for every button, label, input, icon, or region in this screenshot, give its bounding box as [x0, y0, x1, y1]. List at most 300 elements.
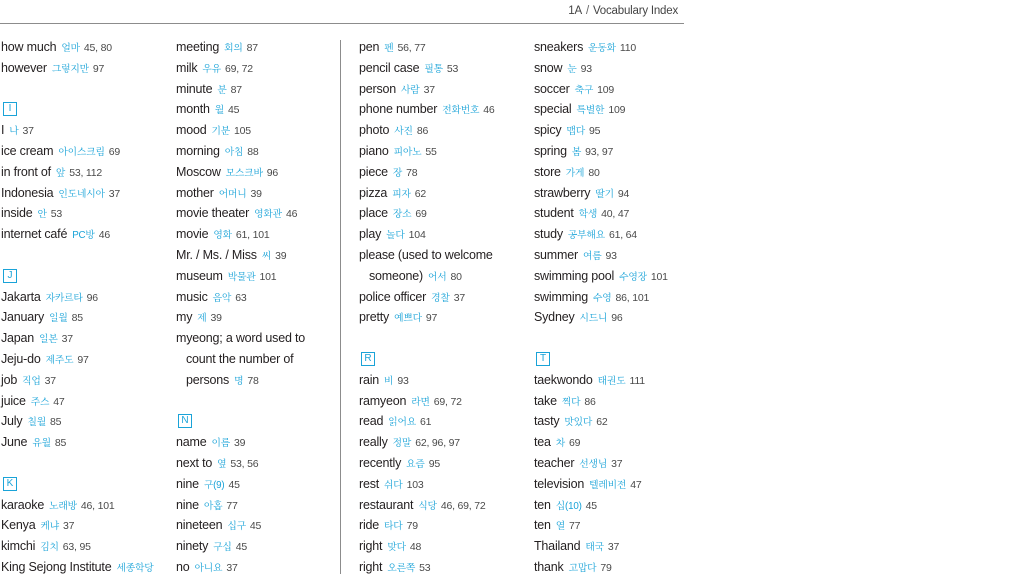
korean-word: 유월	[32, 438, 51, 450]
english-word: June	[1, 435, 28, 450]
section-spacer	[359, 328, 495, 349]
index-entry	[359, 287, 495, 308]
index-entry	[1, 370, 154, 391]
korean-word: 눈	[567, 63, 577, 75]
english-word: Mr. / Ms. / Miss	[176, 247, 257, 262]
section-heading	[1, 266, 154, 287]
index-entry	[359, 120, 495, 141]
index-entry	[534, 245, 668, 266]
english-word: police officer	[359, 289, 427, 304]
index-entry	[176, 79, 305, 100]
korean-word: 맵다	[566, 126, 586, 138]
english-word: play	[359, 227, 382, 242]
korean-word: 십(10)	[555, 500, 582, 512]
english-word: pretty	[359, 310, 390, 325]
english-word: snow	[534, 60, 563, 75]
korean-word: 김치	[40, 542, 59, 554]
korean-word: 아홉	[203, 500, 223, 512]
index-entry	[534, 120, 668, 141]
english-word: myeong; a word used to	[176, 331, 306, 346]
korean-word: 시드니	[579, 313, 608, 325]
english-word: special	[534, 102, 572, 117]
page-header	[0, 0, 684, 24]
english-word: swimming	[534, 289, 588, 304]
korean-word: 식당	[418, 500, 437, 512]
english-word: strawberry	[534, 185, 591, 200]
korean-word: 필통	[424, 63, 443, 75]
index-entry	[176, 453, 305, 474]
index-entry	[176, 99, 305, 120]
index-column-1	[1, 37, 154, 578]
english-word: Indonesia	[1, 185, 54, 200]
english-word: count the number of	[186, 351, 294, 366]
korean-word: 읽어요	[388, 417, 417, 429]
index-entry	[176, 536, 305, 557]
korean-word: 맛있다	[564, 417, 593, 429]
section-letter-badge: K	[3, 477, 17, 491]
english-word: Thailand	[534, 539, 581, 554]
index-title: Vocabulary Index	[592, 5, 678, 17]
english-word: karaoke	[1, 497, 45, 512]
index-entry	[1, 287, 154, 308]
korean-word: 펜	[384, 43, 394, 54]
korean-word: 선생님	[579, 458, 608, 470]
english-word: name	[176, 435, 207, 450]
page-numbers: 94	[617, 187, 630, 200]
korean-word: 씨	[261, 250, 272, 262]
section-heading	[359, 349, 495, 370]
korean-word: 열	[555, 521, 566, 533]
page-numbers: 109	[597, 83, 615, 96]
index-entry	[359, 37, 495, 58]
english-word: how much	[1, 40, 57, 54]
header-separator: /	[585, 5, 589, 17]
korean-word: 정말	[392, 438, 412, 450]
korean-word: 우유	[202, 63, 221, 75]
english-word: television	[534, 476, 585, 491]
page-numbers: 53	[50, 208, 63, 221]
page-numbers: 53, 112	[69, 166, 103, 179]
column-divider	[340, 40, 341, 574]
index-entry	[359, 411, 495, 432]
index-entry	[176, 245, 305, 266]
english-word: no	[176, 559, 190, 574]
english-word: in front of	[1, 164, 51, 179]
page-numbers: 87	[230, 83, 242, 96]
index-entry	[176, 557, 305, 578]
page-numbers: 85	[71, 312, 83, 325]
korean-word: 자카르타	[45, 292, 83, 304]
page-numbers: 69	[415, 208, 427, 221]
index-entry	[359, 58, 495, 79]
index-entry	[534, 307, 668, 328]
english-word: tasty	[534, 414, 560, 429]
index-entry	[1, 141, 154, 162]
section-spacer	[1, 79, 154, 100]
english-word: soccer	[534, 81, 570, 96]
korean-word: 태국	[585, 542, 604, 554]
index-entry	[1, 391, 154, 412]
index-entry	[534, 515, 668, 536]
section-heading	[1, 99, 154, 120]
page-numbers: 110	[619, 42, 637, 54]
english-word: piece	[359, 164, 388, 179]
page-numbers: 46	[285, 208, 298, 221]
english-word: teacher	[534, 455, 575, 470]
english-word: take	[534, 393, 557, 408]
index-entry	[176, 224, 305, 245]
english-word: Jeju-do	[1, 351, 41, 366]
index-entry	[359, 79, 495, 100]
page-numbers: 45	[235, 541, 247, 554]
korean-word: 피아노	[393, 146, 422, 158]
page-numbers: 39	[275, 249, 287, 262]
page-numbers: 97	[77, 353, 89, 366]
english-word: read	[359, 414, 384, 429]
english-word: rest	[359, 476, 380, 491]
korean-word: 주스	[30, 396, 50, 408]
korean-word: 경찰	[431, 292, 450, 304]
index-entry	[176, 58, 305, 79]
index-entry	[359, 557, 495, 578]
page-numbers: 80	[588, 166, 600, 179]
index-entry	[176, 349, 305, 370]
korean-word: 오른쪽	[387, 562, 416, 574]
page-numbers: 97	[92, 62, 105, 75]
english-word: photo	[359, 123, 390, 138]
page-numbers: 69, 72	[224, 62, 253, 75]
page-numbers: 37	[62, 520, 75, 533]
page-numbers: 45	[228, 478, 240, 491]
index-entry	[534, 391, 668, 412]
korean-word: 수영장	[619, 271, 647, 283]
english-word: person	[359, 81, 397, 96]
index-entry	[359, 266, 495, 287]
page-numbers: 37	[453, 291, 465, 304]
page-numbers: 93, 97	[585, 145, 614, 158]
page-numbers: 37	[607, 541, 620, 554]
index-entry	[176, 515, 305, 536]
index-column-4	[534, 37, 668, 578]
index-entry	[1, 203, 154, 224]
index-entry	[176, 183, 305, 204]
index-entry	[359, 391, 495, 412]
section-letter-badge: I	[3, 102, 17, 116]
korean-word: 특별한	[576, 105, 605, 117]
korean-word: 아침	[224, 146, 244, 158]
korean-word: 모스크바	[225, 167, 263, 179]
english-word: Jakarta	[1, 289, 41, 304]
index-entry	[1, 58, 154, 79]
section-heading	[176, 411, 305, 432]
index-entry	[176, 495, 305, 516]
index-entry	[534, 287, 668, 308]
page-numbers: 95	[428, 457, 440, 470]
index-entry	[359, 370, 495, 391]
korean-word: 월	[214, 105, 225, 117]
index-entry	[359, 536, 495, 557]
english-word: student	[534, 206, 574, 221]
index-entry	[359, 183, 495, 204]
page-numbers: 103	[406, 478, 424, 491]
index-entry	[359, 99, 495, 120]
english-word: nine	[176, 476, 199, 491]
korean-word: 맞다	[387, 542, 406, 554]
korean-word: 전화번호	[442, 105, 480, 117]
page-numbers: 85	[49, 416, 62, 429]
english-word: ice cream	[1, 143, 54, 158]
index-entry	[1, 224, 154, 245]
index-entry	[359, 203, 495, 224]
english-word: really	[359, 435, 388, 450]
korean-word: 어머니	[218, 188, 247, 200]
section-letter-badge: T	[536, 352, 550, 366]
index-entry	[176, 37, 305, 58]
page-numbers: 77	[226, 499, 238, 512]
english-word: inside	[1, 206, 33, 221]
index-entry	[359, 432, 495, 453]
page-numbers: 39	[250, 187, 262, 200]
page-numbers: 46	[98, 229, 110, 242]
index-entry	[534, 99, 668, 120]
index-entry	[176, 307, 305, 328]
english-word: place	[359, 206, 388, 221]
section-spacer	[1, 453, 154, 474]
page-numbers: 80	[450, 270, 462, 283]
page-numbers: 111	[629, 374, 645, 387]
korean-word: PC방	[72, 230, 95, 242]
english-word: kimchi	[1, 539, 36, 554]
page-numbers: 63, 95	[62, 541, 91, 554]
korean-word: 장소	[392, 209, 412, 221]
korean-word: 아이스크림	[58, 146, 105, 158]
english-word: movie	[176, 227, 209, 242]
page-numbers: 78	[406, 166, 418, 179]
english-word: movie theater	[176, 206, 250, 221]
korean-word: 그렇지만	[51, 63, 89, 75]
page-numbers: 45	[585, 499, 597, 512]
korean-word: 얼마	[61, 43, 80, 54]
english-word: ninety	[176, 539, 209, 554]
english-word: pizza	[359, 185, 388, 200]
english-word: January	[1, 310, 45, 325]
index-entry	[359, 474, 495, 495]
english-word: sneakers	[534, 40, 584, 54]
korean-word: 나	[9, 126, 19, 138]
index-entry	[359, 515, 495, 536]
page-numbers: 62, 96, 97	[415, 437, 460, 450]
page-numbers: 96	[266, 166, 278, 179]
index-entry	[534, 203, 668, 224]
english-word: morning	[176, 143, 220, 158]
korean-word: 기분	[211, 126, 230, 138]
english-word: July	[1, 414, 23, 429]
page-numbers: 86	[416, 125, 429, 138]
english-word: mood	[176, 123, 207, 138]
index-entry	[176, 287, 305, 308]
korean-word: 앞	[55, 167, 66, 179]
korean-word: 텔레비전	[589, 479, 627, 491]
page-numbers: 46	[483, 104, 495, 117]
section-heading	[1, 474, 154, 495]
index-entry	[534, 495, 668, 516]
english-word: next to	[176, 455, 213, 470]
section-spacer	[534, 328, 668, 349]
english-word: swimming pool	[534, 268, 615, 283]
korean-word: 운동화	[588, 43, 616, 54]
index-entry	[534, 37, 668, 58]
korean-word: 구십	[213, 542, 232, 554]
index-entry	[1, 183, 154, 204]
english-word: however	[1, 60, 47, 75]
page-numbers: 77	[569, 520, 581, 533]
english-word: someone)	[369, 268, 423, 283]
english-word: meeting	[176, 40, 220, 54]
index-column-3	[359, 37, 495, 578]
index-entry	[1, 411, 154, 432]
korean-word: 세종학당	[116, 562, 154, 574]
korean-word: 어서	[428, 271, 447, 283]
korean-word: 일월	[49, 313, 68, 325]
page-numbers: 37	[108, 187, 121, 200]
page-numbers: 48	[409, 541, 422, 554]
page-numbers: 101	[650, 270, 668, 283]
english-word: Sydney	[534, 310, 575, 325]
page-numbers: 37	[226, 561, 238, 574]
index-entry	[534, 536, 668, 557]
page-numbers: 53, 56	[230, 457, 259, 470]
english-word: music	[176, 289, 208, 304]
korean-word: 타다	[384, 521, 403, 533]
korean-word: 구(9)	[203, 479, 225, 491]
english-word: ten	[534, 518, 551, 533]
korean-word: 수영	[592, 292, 612, 304]
korean-word: 사진	[394, 126, 413, 138]
english-word: right	[359, 539, 383, 554]
english-word: King Sejong Institute	[1, 559, 112, 574]
korean-word: 옆	[217, 458, 227, 470]
korean-word: 쉬다	[384, 479, 403, 491]
korean-word: 태권도	[597, 375, 626, 387]
page-numbers: 47	[53, 395, 65, 408]
korean-word: 분	[217, 84, 227, 96]
page-numbers: 96	[86, 291, 98, 304]
index-entry	[176, 474, 305, 495]
page-numbers: 46, 101	[80, 499, 115, 512]
english-word: Moscow	[176, 164, 221, 179]
section-letter-badge: R	[361, 352, 375, 366]
page-numbers: 53	[419, 561, 431, 574]
index-entry	[359, 245, 495, 266]
korean-word: 박물관	[227, 271, 256, 283]
index-entry	[1, 557, 154, 578]
english-word: thank	[534, 559, 564, 574]
korean-word: 요즘	[406, 458, 425, 470]
page-numbers: 53	[446, 62, 459, 75]
korean-word: 인도네시아	[58, 188, 105, 200]
page-numbers: 61, 64	[608, 229, 637, 242]
korean-word: 차	[555, 438, 566, 450]
index-entry	[1, 432, 154, 453]
index-entry	[534, 224, 668, 245]
section-letter-badge: N	[178, 414, 192, 428]
english-word: store	[534, 164, 561, 179]
english-word: Japan	[1, 331, 35, 346]
korean-word: 노래방	[49, 500, 77, 512]
english-word: persons	[186, 372, 230, 387]
english-word: summer	[534, 247, 578, 262]
korean-word: 가게	[565, 167, 585, 179]
page-numbers: 56, 77	[397, 42, 426, 54]
page-numbers: 105	[234, 125, 251, 138]
section-letter-badge: J	[3, 269, 17, 283]
header-title	[568, 5, 678, 17]
page-numbers: 78	[247, 374, 259, 387]
korean-word: 봄	[571, 146, 582, 158]
page-numbers: 93	[580, 62, 592, 75]
index-entry	[176, 120, 305, 141]
english-word: internet café	[1, 227, 68, 242]
english-word: ramyeon	[359, 393, 407, 408]
index-entry	[1, 37, 154, 58]
english-word: study	[534, 227, 563, 242]
korean-word: 놀다	[386, 230, 405, 242]
korean-word: 딸기	[595, 188, 614, 200]
index-entry	[534, 411, 668, 432]
index-entry	[176, 370, 305, 391]
korean-word: 제	[197, 313, 207, 325]
page-numbers: 62	[414, 187, 426, 200]
korean-word: 일본	[39, 334, 58, 346]
page-numbers: 97	[425, 312, 438, 325]
english-word: ten	[534, 497, 551, 512]
english-word: restaurant	[359, 497, 414, 512]
page-numbers: 63	[235, 291, 247, 304]
page-numbers: 62	[596, 416, 608, 429]
page-numbers: 55	[425, 145, 437, 158]
page-numbers: 37	[423, 83, 435, 96]
index-entry	[534, 432, 668, 453]
page-numbers: 69, 72	[433, 395, 462, 408]
english-word: spicy	[534, 123, 562, 138]
page-numbers: 86, 101	[615, 291, 650, 304]
index-entry	[534, 58, 668, 79]
korean-word: 고맙다	[568, 562, 597, 574]
english-word: job	[1, 372, 18, 387]
korean-word: 여름	[582, 250, 602, 262]
page-numbers: 46, 69, 72	[440, 499, 486, 512]
english-word: Kenya	[1, 518, 36, 533]
page-numbers: 87	[246, 42, 258, 54]
english-word: spring	[534, 143, 567, 158]
index-entry	[1, 328, 154, 349]
index-entry	[359, 224, 495, 245]
index-entry	[359, 141, 495, 162]
english-word: tea	[534, 435, 551, 450]
page-numbers: 96	[611, 312, 623, 325]
korean-word: 명	[234, 375, 244, 387]
korean-word: 직업	[22, 375, 41, 387]
korean-word: 칠월	[27, 417, 46, 429]
unit-label: 1A	[568, 5, 582, 17]
page-numbers: 86	[584, 395, 596, 408]
index-entry	[176, 432, 305, 453]
page-numbers: 61, 101	[235, 229, 270, 242]
index-entry	[534, 266, 668, 287]
english-word: please (used to welcome	[359, 247, 493, 262]
page-numbers: 37	[611, 457, 623, 470]
english-word: right	[359, 559, 383, 574]
